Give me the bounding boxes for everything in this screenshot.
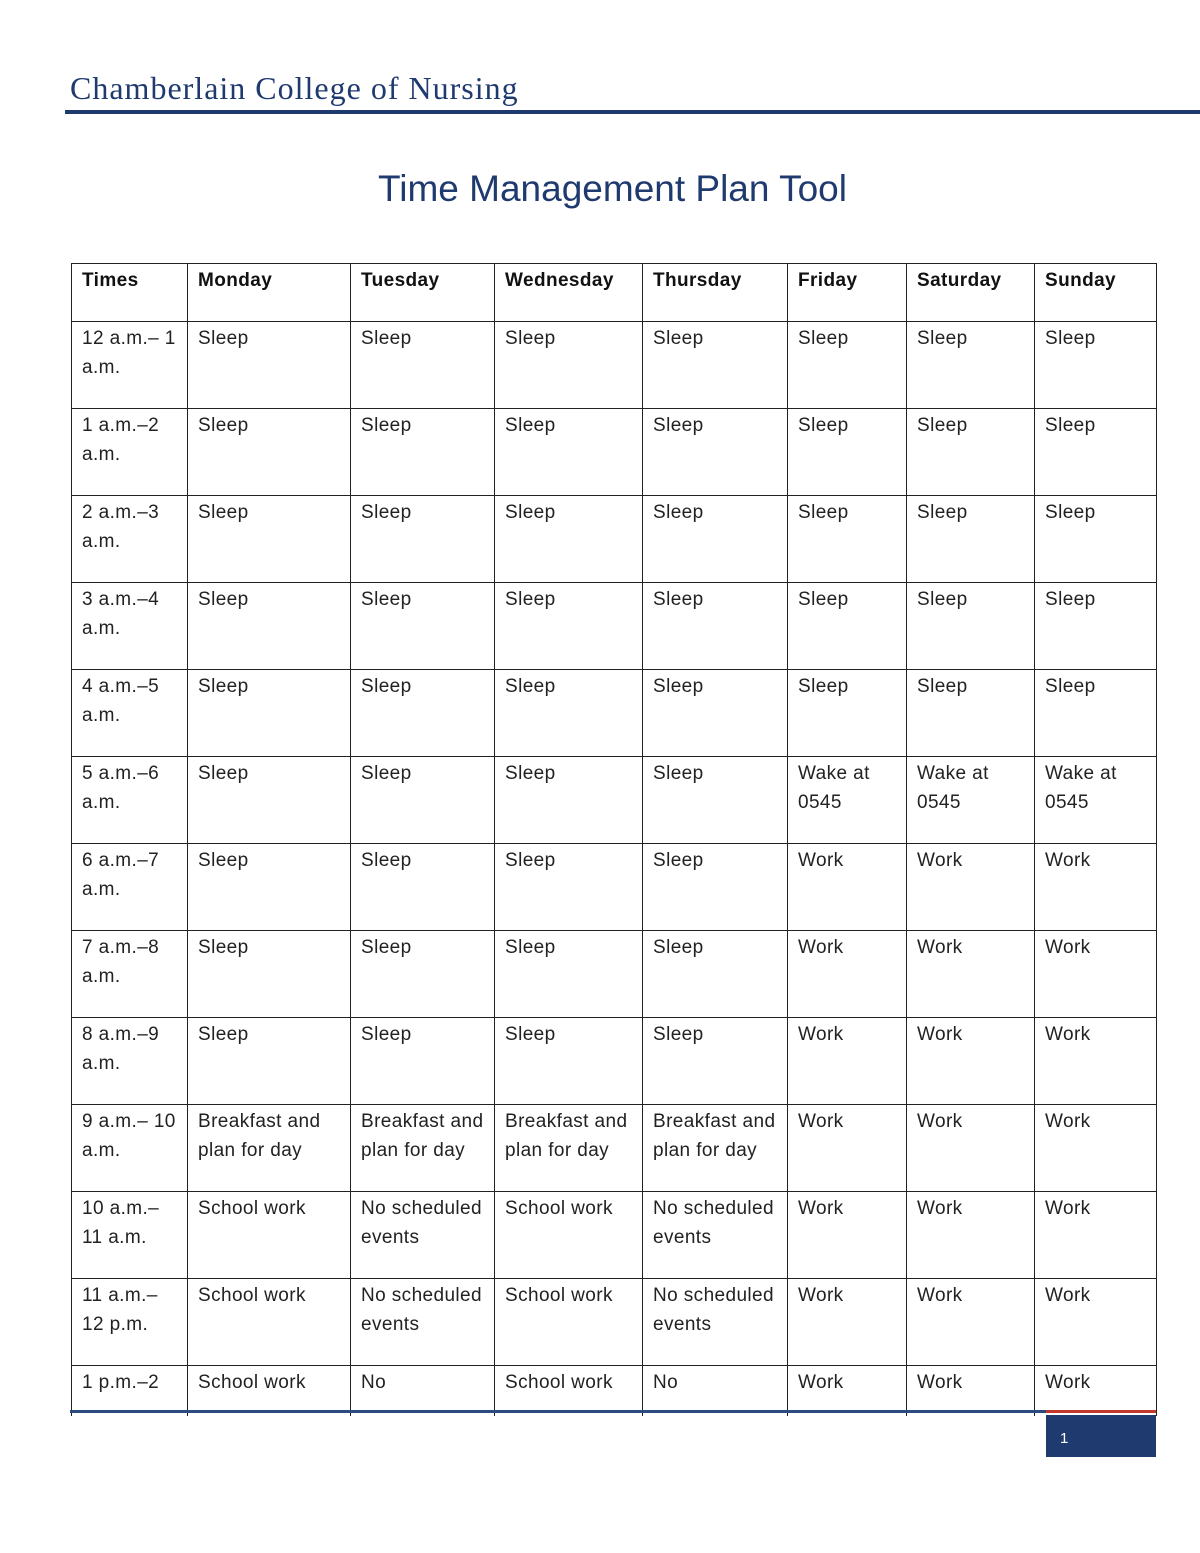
table-row (72, 844, 1157, 931)
activity-cell: Breakfast and plan for day (495, 1105, 643, 1192)
activity-cell: Sleep (907, 496, 1035, 583)
activity-cell: Sleep (495, 670, 643, 757)
activity-cell: Work (788, 844, 907, 931)
activity-cell: Work (907, 1366, 1035, 1417)
college-name-header: Chamberlain College of Nursing (70, 70, 519, 106)
activity-cell: Work (907, 1105, 1035, 1192)
activity-cell: Sleep (495, 583, 643, 670)
activity-cell: Sleep (643, 583, 788, 670)
activity-cell: Sleep (643, 409, 788, 496)
activity-cell: Sleep (907, 670, 1035, 757)
table-row (72, 1192, 1157, 1279)
activity-cell: Work (1035, 1366, 1157, 1417)
time-management-table (71, 263, 1157, 1416)
activity-cell: Sleep (188, 322, 351, 409)
activity-cell: Sleep (643, 1018, 788, 1105)
activity-cell: Sleep (351, 931, 495, 1018)
column-header-sunday: Sunday (1035, 264, 1157, 322)
activity-cell: Work (788, 1105, 907, 1192)
page-title: Time Management Plan Tool (378, 168, 847, 209)
time-cell: 4 a.m.–5 a.m. (72, 670, 188, 757)
table-row (72, 670, 1157, 757)
activity-cell: Work (1035, 1018, 1157, 1105)
activity-cell: School work (495, 1366, 643, 1417)
activity-cell: Sleep (188, 844, 351, 931)
table-row (72, 1279, 1157, 1366)
footer-divider (70, 1410, 1156, 1413)
activity-cell: Sleep (643, 322, 788, 409)
header-divider (65, 110, 1200, 114)
activity-cell: Sleep (351, 496, 495, 583)
activity-cell: School work (495, 1192, 643, 1279)
time-cell: 12 a.m.– 1 a.m. (72, 322, 188, 409)
activity-cell: Work (907, 844, 1035, 931)
activity-cell: Work (788, 1018, 907, 1105)
time-cell: 9 a.m.– 10 a.m. (72, 1105, 188, 1192)
activity-cell: Sleep (1035, 583, 1157, 670)
activity-cell: Breakfast and plan for day (351, 1105, 495, 1192)
activity-cell: Sleep (495, 496, 643, 583)
table-row (72, 496, 1157, 583)
time-cell: 2 a.m.–3 a.m. (72, 496, 188, 583)
activity-cell: Breakfast and plan for day (643, 1105, 788, 1192)
activity-cell: Work (907, 931, 1035, 1018)
activity-cell: Sleep (188, 931, 351, 1018)
activity-cell: Sleep (788, 322, 907, 409)
column-header-thursday: Thursday (643, 264, 788, 322)
activity-cell: Sleep (351, 844, 495, 931)
activity-cell: Work (788, 1366, 907, 1417)
activity-cell: Wake at 0545 (788, 757, 907, 844)
activity-cell: Sleep (351, 757, 495, 844)
table-row (72, 1105, 1157, 1192)
activity-cell: Sleep (188, 496, 351, 583)
activity-cell: No scheduled events (643, 1279, 788, 1366)
activity-cell: Sleep (351, 583, 495, 670)
activity-cell: Sleep (495, 757, 643, 844)
time-cell: 11 a.m.– 12 p.m. (72, 1279, 188, 1366)
activity-cell: Sleep (188, 583, 351, 670)
activity-cell: Sleep (788, 670, 907, 757)
activity-cell: No scheduled events (643, 1192, 788, 1279)
activity-cell: Sleep (1035, 670, 1157, 757)
activity-cell: Sleep (643, 931, 788, 1018)
activity-cell: Work (788, 1192, 907, 1279)
time-cell: 7 a.m.–8 a.m. (72, 931, 188, 1018)
activity-cell: Sleep (1035, 496, 1157, 583)
activity-cell: Sleep (907, 583, 1035, 670)
time-cell: 10 a.m.– 11 a.m. (72, 1192, 188, 1279)
activity-cell: Sleep (188, 1018, 351, 1105)
activity-cell: Sleep (1035, 409, 1157, 496)
activity-cell: Work (1035, 1105, 1157, 1192)
time-cell: 8 a.m.–9 a.m. (72, 1018, 188, 1105)
table-row (72, 409, 1157, 496)
activity-cell: Sleep (351, 670, 495, 757)
activity-cell: School work (495, 1279, 643, 1366)
activity-cell: Sleep (351, 409, 495, 496)
activity-cell: Work (1035, 1279, 1157, 1366)
activity-cell: Sleep (788, 496, 907, 583)
time-cell: 5 a.m.–6 a.m. (72, 757, 188, 844)
activity-cell: Work (1035, 1192, 1157, 1279)
table-row (72, 931, 1157, 1018)
activity-cell: Sleep (351, 1018, 495, 1105)
activity-cell: Breakfast and plan for day (188, 1105, 351, 1192)
activity-cell: Sleep (643, 757, 788, 844)
activity-cell: Sleep (643, 496, 788, 583)
time-cell: 1 a.m.–2 a.m. (72, 409, 188, 496)
activity-cell: No (643, 1366, 788, 1417)
activity-cell: Sleep (495, 844, 643, 931)
activity-cell: Sleep (643, 670, 788, 757)
activity-cell: School work (188, 1279, 351, 1366)
time-cell: 1 p.m.–2 (72, 1366, 188, 1417)
page-number-box (1046, 1415, 1156, 1457)
activity-cell: Sleep (188, 670, 351, 757)
activity-cell: School work (188, 1366, 351, 1417)
activity-cell: Work (788, 1279, 907, 1366)
activity-cell: Work (1035, 844, 1157, 931)
activity-cell: Work (907, 1018, 1035, 1105)
activity-cell: No scheduled events (351, 1192, 495, 1279)
activity-cell: Sleep (1035, 322, 1157, 409)
activity-cell: No scheduled events (351, 1279, 495, 1366)
activity-cell: No (351, 1366, 495, 1417)
activity-cell: Work (907, 1279, 1035, 1366)
activity-cell: Sleep (188, 757, 351, 844)
activity-cell: Sleep (188, 409, 351, 496)
activity-cell: Sleep (907, 322, 1035, 409)
activity-cell: Work (1035, 931, 1157, 1018)
time-cell: 3 a.m.–4 a.m. (72, 583, 188, 670)
column-header-friday: Friday (788, 264, 907, 322)
activity-cell: School work (188, 1192, 351, 1279)
activity-cell: Sleep (495, 931, 643, 1018)
activity-cell: Sleep (788, 583, 907, 670)
table-row (72, 757, 1157, 844)
column-header-wednesday: Wednesday (495, 264, 643, 322)
activity-cell: Sleep (495, 322, 643, 409)
page-number: 1 (1060, 1430, 1069, 1447)
activity-cell: Work (788, 931, 907, 1018)
activity-cell: Sleep (495, 409, 643, 496)
column-header-tuesday: Tuesday (351, 264, 495, 322)
table-header-row (72, 264, 1157, 322)
activity-cell: Sleep (788, 409, 907, 496)
activity-cell: Wake at 0545 (907, 757, 1035, 844)
time-cell: 6 a.m.–7 a.m. (72, 844, 188, 931)
table-row (72, 1018, 1157, 1105)
activity-cell: Sleep (643, 844, 788, 931)
column-header-saturday: Saturday (907, 264, 1035, 322)
footer-accent-line (1046, 1410, 1156, 1413)
table-row (72, 583, 1157, 670)
activity-cell: Work (907, 1192, 1035, 1279)
column-header-monday: Monday (188, 264, 351, 322)
table-row (72, 1366, 1157, 1417)
column-header-times: Times (72, 264, 188, 322)
table-row (72, 322, 1157, 409)
activity-cell: Sleep (495, 1018, 643, 1105)
activity-cell: Sleep (351, 322, 495, 409)
activity-cell: Sleep (907, 409, 1035, 496)
activity-cell: Wake at 0545 (1035, 757, 1157, 844)
